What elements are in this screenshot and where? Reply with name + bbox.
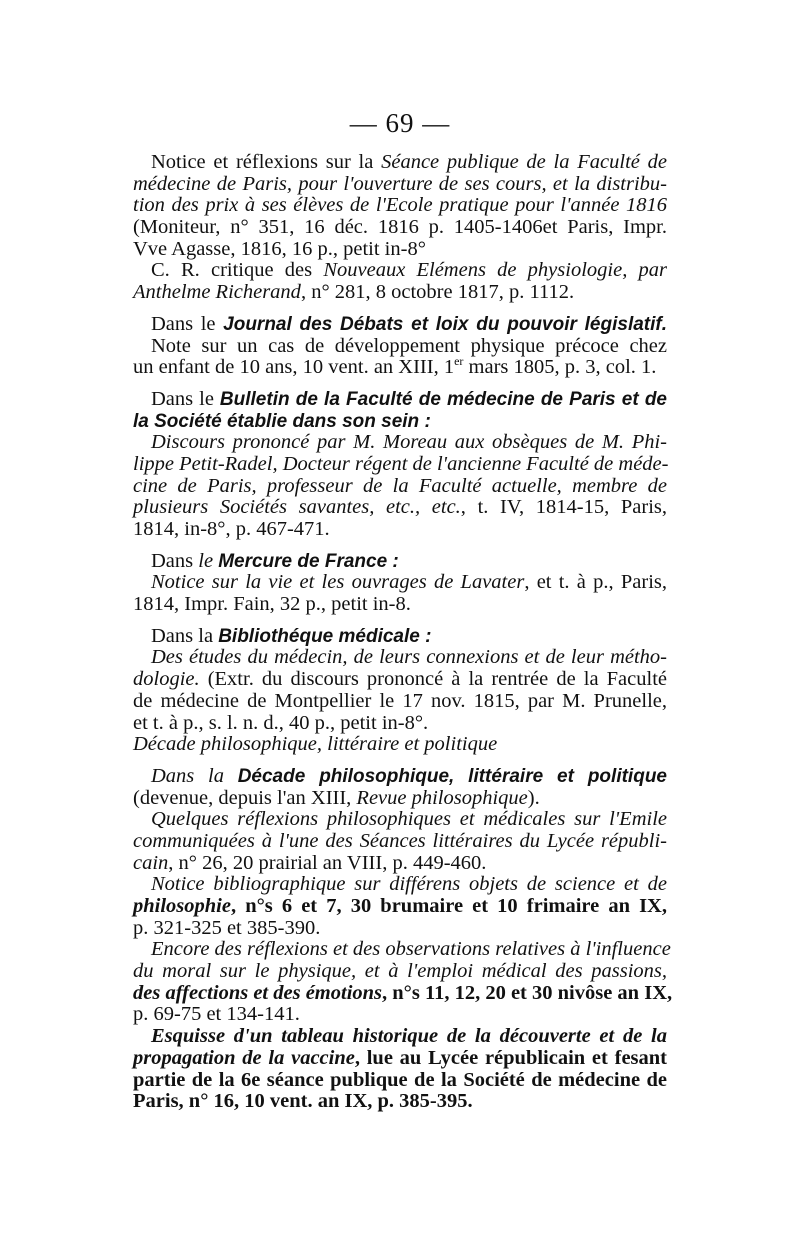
- journal-title: Bulletin de la Faculté de médecine de Paris et de: [219, 388, 667, 410]
- text-line: la Société établie dans son sein :: [133, 410, 431, 432]
- text-line: p. 69-75 et 134-141.: [133, 1003, 300, 1026]
- journal-title: Décade philosophique, littéraire et politique: [237, 765, 667, 787]
- text-line: [133, 896, 667, 918]
- text-run: le: [198, 549, 219, 572]
- journal-title: Bibliothéque médicale :: [218, 625, 432, 647]
- text-line: [133, 152, 667, 174]
- text-line: du moral sur le physique, et à l'emploi médical des passions,: [133, 960, 667, 983]
- text-line: [133, 282, 667, 304]
- text-line: 1814, Impr. Fain, 32 p., petit in-8.: [133, 593, 411, 616]
- text-line: Vve Agasse, 1816, 16 p., petit in-8°: [133, 237, 426, 260]
- title-run: Nouveaux Elémens de physiologie, par: [323, 259, 667, 282]
- page-number: — 69 —: [349, 108, 451, 138]
- title-run: des affections et des émotions: [133, 981, 383, 1004]
- text-line: [133, 195, 667, 217]
- title-run: propagation de la vaccine: [133, 1046, 355, 1069]
- journal-title: Journal des Débats et loix du pouvoir législatif.: [223, 313, 667, 335]
- text-run: mars 1805, p. 3, col. 1.: [463, 356, 657, 379]
- text-run: , et t. à p., Paris,: [524, 571, 667, 594]
- text-line: [133, 572, 667, 594]
- title-run: plusieurs Sociétés savantes, etc., etc.: [133, 496, 461, 519]
- text-run: Dans le: [151, 387, 220, 410]
- text-run: Notice et réflexions sur la: [151, 151, 382, 173]
- text-line: [133, 1048, 667, 1070]
- text-line: Décade philosophique, littéraire et politique: [133, 733, 498, 756]
- title-run: dologie.: [133, 668, 200, 691]
- text-line: [133, 260, 667, 282]
- text-line: (Moniteur, n° 351, 16 déc. 1816 p. 1405-1406et Paris, Impr.: [133, 216, 667, 239]
- text-run: (devenue, depuis l'an XIII,: [133, 786, 357, 809]
- title-run: tion des prix à ses élèves de l'Ecole pratique pour l'année: [133, 194, 626, 217]
- text-run: , lue au Lycée républicain et fesant: [354, 1046, 668, 1069]
- text-line: 1814, in-8°, p. 467-471.: [133, 518, 330, 540]
- text-line: [133, 788, 667, 810]
- title-run: cain: [133, 851, 169, 874]
- text-line: médecine de Paris, pour l'ouverture de ses cours, et la distribu-: [133, 172, 667, 195]
- text-run: (Extr. du discours prononcé à la rentrée de la Faculté: [199, 668, 667, 691]
- text-line: et t. à p., s. l. n. d., 40 p., petit in-8°.: [133, 711, 429, 734]
- text-line: [133, 497, 667, 519]
- text-line: partie de la 6e séance publique de la Société de médecine de: [133, 1068, 667, 1091]
- text-run: un enfant de 10 ans, 10 vent. an XIII, 1: [133, 356, 455, 379]
- text-run: , n°s 11, 12, 20 et 30 nivôse an IX,: [382, 981, 673, 1004]
- text-line: p. 321-325 et 385-390.: [133, 916, 321, 939]
- text-line: de médecine de Montpellier le 17 nov. 1815, par M. Prunelle,: [133, 689, 667, 712]
- superscript: er: [454, 354, 464, 369]
- text-line: Quelques réflexions philosophiques et médicales sur l'Emile: [151, 808, 667, 831]
- text-line: Note sur un cas de développement physique précoce chez: [151, 334, 667, 357]
- title-run: Notice sur la vie et les ouvrages de Lavater: [151, 571, 525, 594]
- text-line: cine de Paris, professeur de la Faculté actuelle, membre de: [133, 474, 667, 497]
- entry-compte-rendu: [133, 260, 667, 303]
- entry-bulletin-faculte: [133, 389, 667, 541]
- entry-journal-debats: [133, 314, 667, 379]
- text-line: Des études du médecin, de leurs connexions et de leur métho-: [151, 646, 667, 669]
- title-run: Séance publique de la Faculté de: [381, 151, 667, 173]
- text-run: , n°s 6 et 7, 30 brumaire et 10 frimaire an IX,: [230, 895, 667, 917]
- text-run: Dans: [151, 549, 199, 572]
- entry-seance-publique: [133, 152, 667, 260]
- entry-decade-philosophique: [133, 764, 673, 1113]
- text-line: [133, 981, 673, 1005]
- journal-title: Mercure de France :: [218, 550, 399, 572]
- text-run: Dans la: [151, 624, 219, 647]
- text-line: [133, 314, 667, 336]
- text-line: Encore des réflexions et des observations relatives à l'influence: [151, 938, 671, 961]
- title-run: Anthelme Richerand: [133, 281, 301, 304]
- text-line: Discours prononcé par M. Moreau aux obsèques de M. Phi-: [151, 431, 667, 454]
- text-line: communiquées à l'une des Séances littéraires du Lycée républi-: [133, 829, 667, 852]
- text-run: C. R. critique des: [151, 259, 324, 282]
- text-line: [133, 669, 667, 691]
- text-run: Dans le: [151, 312, 224, 335]
- text-line: lippe Petit-Radel, Docteur régent de l'ancienne Faculté de méde-: [133, 452, 669, 475]
- title-run: philosophie: [133, 895, 231, 917]
- text-line: [133, 766, 667, 788]
- text-line: Notice bibliographique sur différens objets de science et de: [151, 873, 667, 896]
- text-line: [133, 389, 667, 411]
- bibliography-text: [133, 151, 673, 1113]
- text-run: , n° 281, 8 octobre 1817, p. 1112.: [300, 281, 575, 304]
- title-run: 1816: [626, 194, 667, 217]
- text-run: , t. IV, 1814-15, Paris,: [460, 496, 667, 519]
- text-run: Dans la: [151, 764, 238, 787]
- text-line: [133, 626, 667, 648]
- text-line: Paris, n° 16, 10 vent. an IX, p. 385-395.: [133, 1090, 473, 1113]
- text-line: [133, 354, 667, 379]
- entry-mercure-france: [133, 551, 667, 616]
- text-line: Esquisse d'un tableau historique de la découverte et de la: [151, 1025, 667, 1048]
- text-line: [133, 853, 667, 875]
- text-line: [133, 551, 667, 573]
- entry-bibliotheque-medicale: [133, 626, 667, 756]
- text-run: , n° 26, 20 prairial an VIII, p. 449-460.: [168, 851, 487, 874]
- title-run: Revue philosophique: [356, 786, 528, 809]
- text-run: ).: [527, 786, 540, 809]
